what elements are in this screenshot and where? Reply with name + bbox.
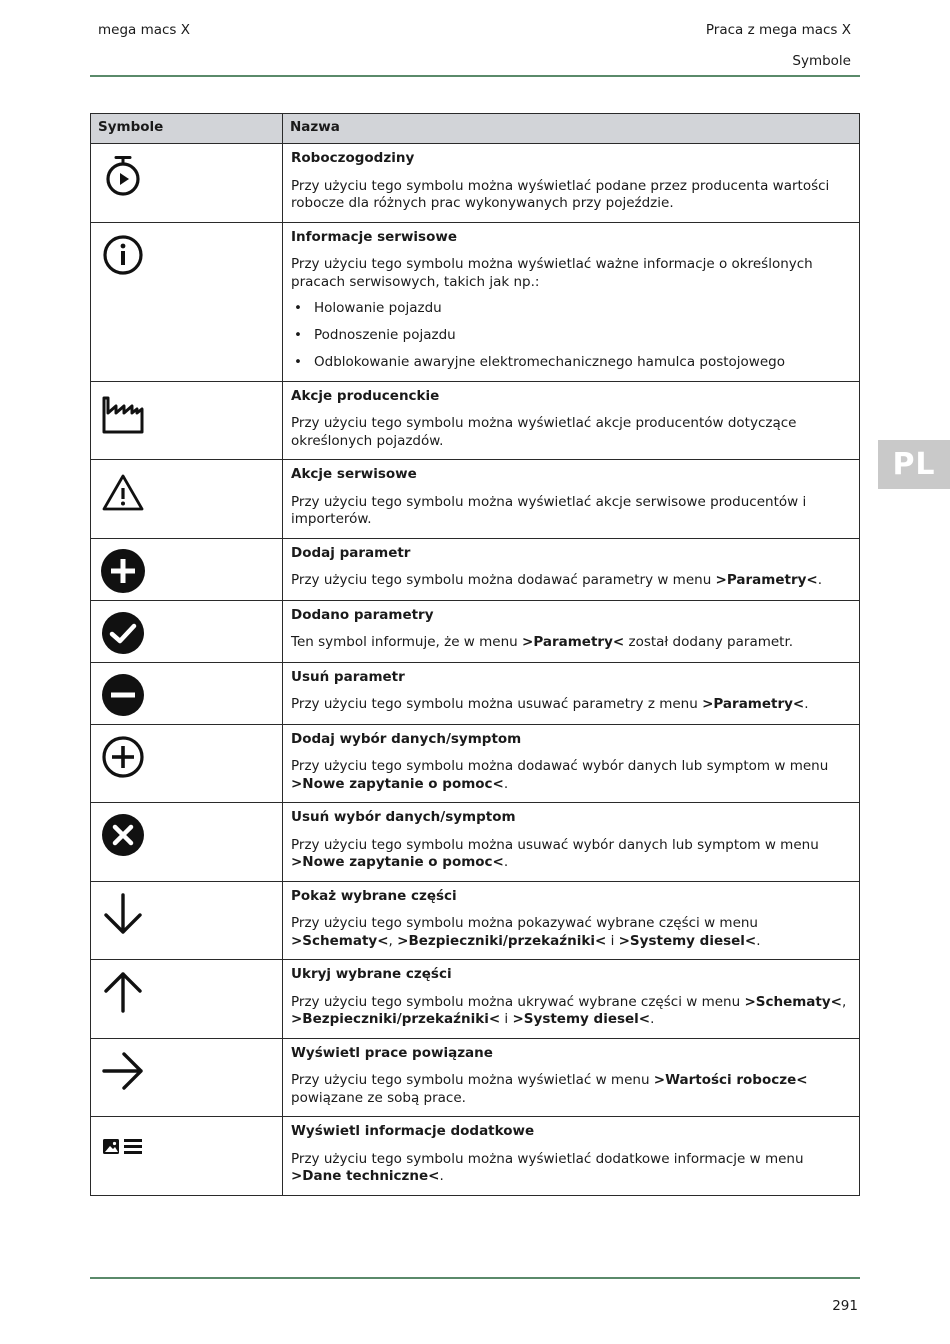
table-row	[91, 1038, 860, 1117]
symbol-cell	[91, 662, 283, 724]
table-row	[91, 600, 860, 662]
symbol-description: Przy użyciu tego symbolu można wyświetlać akcje producentów dotyczące określonych pojazdów.	[291, 415, 797, 449]
name-cell	[283, 600, 860, 662]
symbol-cell	[91, 1117, 283, 1196]
menu-reference: >Bezpieczniki/przekaźniki<	[291, 1011, 501, 1027]
name-cell	[283, 381, 860, 460]
column-header-name: Nazwa	[283, 114, 860, 144]
symbol-description: Przy użyciu tego symbolu można usuwać wybór danych lub symptom w menu >Nowe zapytanie o pomoc<.	[291, 836, 819, 870]
page-number: 291	[832, 1298, 858, 1314]
table-row	[91, 144, 860, 223]
symbol-description: Przy użyciu tego symbolu można usuwać parametry z menu >Parametry<.	[291, 696, 809, 712]
symbol-cell	[91, 960, 283, 1039]
language-tab: PL	[878, 440, 950, 489]
symbol-description: Przy użyciu tego symbolu można dodawać parametry w menu >Parametry<.	[291, 572, 823, 588]
minus-circle-filled-icon	[99, 671, 147, 719]
symbol-description: Przy użyciu tego symbolu można pokazywać wybrane części w menu >Schematy<, >Bezpieczniki/przekaźniki< i >Systemy diesel<.	[291, 915, 761, 949]
symbol-description: Przy użyciu tego symbolu można ukrywać wybrane części w menu >Schematy<, >Bezpieczniki/przekaźniki< i >Systemy diesel<.	[291, 993, 847, 1027]
symbol-title: Usuń parametr	[291, 668, 405, 685]
name-cell	[283, 538, 860, 600]
menu-reference: >Dane techniczne<	[291, 1168, 440, 1184]
symbol-title: Informacje serwisowe	[291, 228, 457, 245]
symbol-description: Ten symbol informuje, że w menu >Parametry< został dodany parametr.	[291, 634, 794, 650]
name-cell	[283, 960, 860, 1039]
list-item: • Podnoszenie pojazdu	[307, 327, 851, 345]
arrow-right-icon	[99, 1047, 147, 1095]
plus-circle-outline-icon	[99, 733, 147, 781]
name-cell	[283, 460, 860, 539]
symbol-cell	[91, 538, 283, 600]
symbol-title: Roboczogodziny	[291, 150, 415, 166]
symbol-description: Przy użyciu tego symbolu można wyświetlać dodatkowe informacje w menu >Dane techniczne<.	[291, 1150, 804, 1184]
name-cell	[283, 222, 860, 381]
name-cell	[283, 881, 860, 960]
column-header-symbol: Symbole	[91, 114, 283, 144]
menu-reference: >Wartości robocze<	[653, 1072, 808, 1088]
symbol-description: Przy użyciu tego symbolu można wyświetlać akcje serwisowe producentów i importerów.	[291, 493, 807, 527]
name-cell	[283, 144, 860, 223]
header-section-title: Symbole	[792, 53, 851, 69]
factory-icon	[99, 390, 147, 438]
table-row	[91, 460, 860, 539]
symbol-title: Akcje serwisowe	[291, 466, 417, 482]
name-cell	[283, 1117, 860, 1196]
table-row	[91, 881, 860, 960]
symbol-title: Wyświetl prace powiązane	[291, 1044, 493, 1061]
symbol-title: Dodano parametry	[291, 606, 434, 623]
symbol-title: Usuń wybór danych/symptom	[291, 809, 516, 825]
symbol-description: Przy użyciu tego symbolu można wyświetlać ważne informacje o określonych pracach serwisowych, takich jak np.:	[291, 256, 813, 290]
name-cell	[283, 803, 860, 882]
bullet-list	[291, 300, 851, 372]
name-cell	[283, 724, 860, 803]
menu-reference: >Parametry<	[702, 696, 805, 712]
menu-reference: >Parametry<	[715, 572, 818, 588]
table-row	[91, 960, 860, 1039]
menu-reference: >Schematy<	[291, 932, 389, 949]
symbol-title: Akcje producenckie	[291, 387, 440, 404]
table-row	[91, 724, 860, 803]
arrow-down-icon	[99, 890, 147, 938]
symbol-cell	[91, 724, 283, 803]
table-row	[91, 538, 860, 600]
name-cell	[283, 662, 860, 724]
symbol-cell	[91, 144, 283, 223]
table-row	[91, 803, 860, 882]
warning-icon	[99, 468, 147, 516]
menu-reference: >Systemy diesel<	[618, 932, 757, 949]
symbol-cell	[91, 600, 283, 662]
symbol-title: Ukryj wybrane części	[291, 966, 452, 982]
arrow-up-icon	[99, 968, 147, 1016]
symbol-cell	[91, 222, 283, 381]
header-rule	[90, 75, 860, 77]
list-item: • Odblokowanie awaryjne elektromechanicznego hamulca postojowego	[307, 354, 851, 372]
menu-reference: >Bezpieczniki/przekaźniki<	[397, 932, 607, 949]
table-row	[91, 222, 860, 381]
x-circle-filled-icon	[99, 811, 147, 859]
name-cell	[283, 1038, 860, 1117]
check-circle-filled-icon	[99, 609, 147, 657]
footer-rule	[90, 1277, 860, 1279]
menu-reference: >Schematy<	[744, 993, 842, 1010]
table-row	[91, 1117, 860, 1196]
stopwatch-icon	[99, 152, 147, 200]
menu-reference: >Parametry<	[522, 634, 625, 650]
symbol-cell	[91, 381, 283, 460]
symbol-cell	[91, 881, 283, 960]
symbol-description: Przy użyciu tego symbolu można wyświetlać podane przez producenta wartości robocze dla różnych prac wykonywanych przy pojeździe.	[291, 177, 830, 211]
header-product-name: mega macs X	[98, 22, 191, 38]
symbol-title: Dodaj wybór danych/symptom	[291, 730, 522, 747]
symbol-description: Przy użyciu tego symbolu można dodawać wybór danych lub symptom w menu >Nowe zapytanie o pomoc<.	[291, 758, 829, 792]
symbol-cell	[91, 460, 283, 539]
symbol-cell	[91, 1038, 283, 1117]
list-item: • Holowanie pojazdu	[307, 300, 851, 318]
symbol-description: Przy użyciu tego symbolu można wyświetlać w menu >Wartości robocze< powiązane ze sobą prace.	[291, 1072, 808, 1106]
info-icon	[99, 231, 147, 279]
symbol-cell	[91, 803, 283, 882]
symbol-title: Wyświetl informacje dodatkowe	[291, 1123, 535, 1139]
symbols-table	[90, 113, 860, 1196]
image-list-icon	[99, 1125, 147, 1173]
menu-reference: >Nowe zapytanie o pomoc<	[291, 854, 504, 870]
table-row	[91, 381, 860, 460]
menu-reference: >Systemy diesel<	[512, 1011, 651, 1027]
plus-circle-filled-icon	[99, 547, 147, 595]
menu-reference: >Nowe zapytanie o pomoc<	[291, 775, 504, 792]
table-header-row	[91, 114, 860, 144]
header-chapter-title: Praca z mega macs X	[705, 22, 851, 38]
table-row	[91, 662, 860, 724]
symbol-title: Dodaj parametr	[291, 544, 411, 561]
symbol-title: Pokaż wybrane części	[291, 887, 457, 904]
